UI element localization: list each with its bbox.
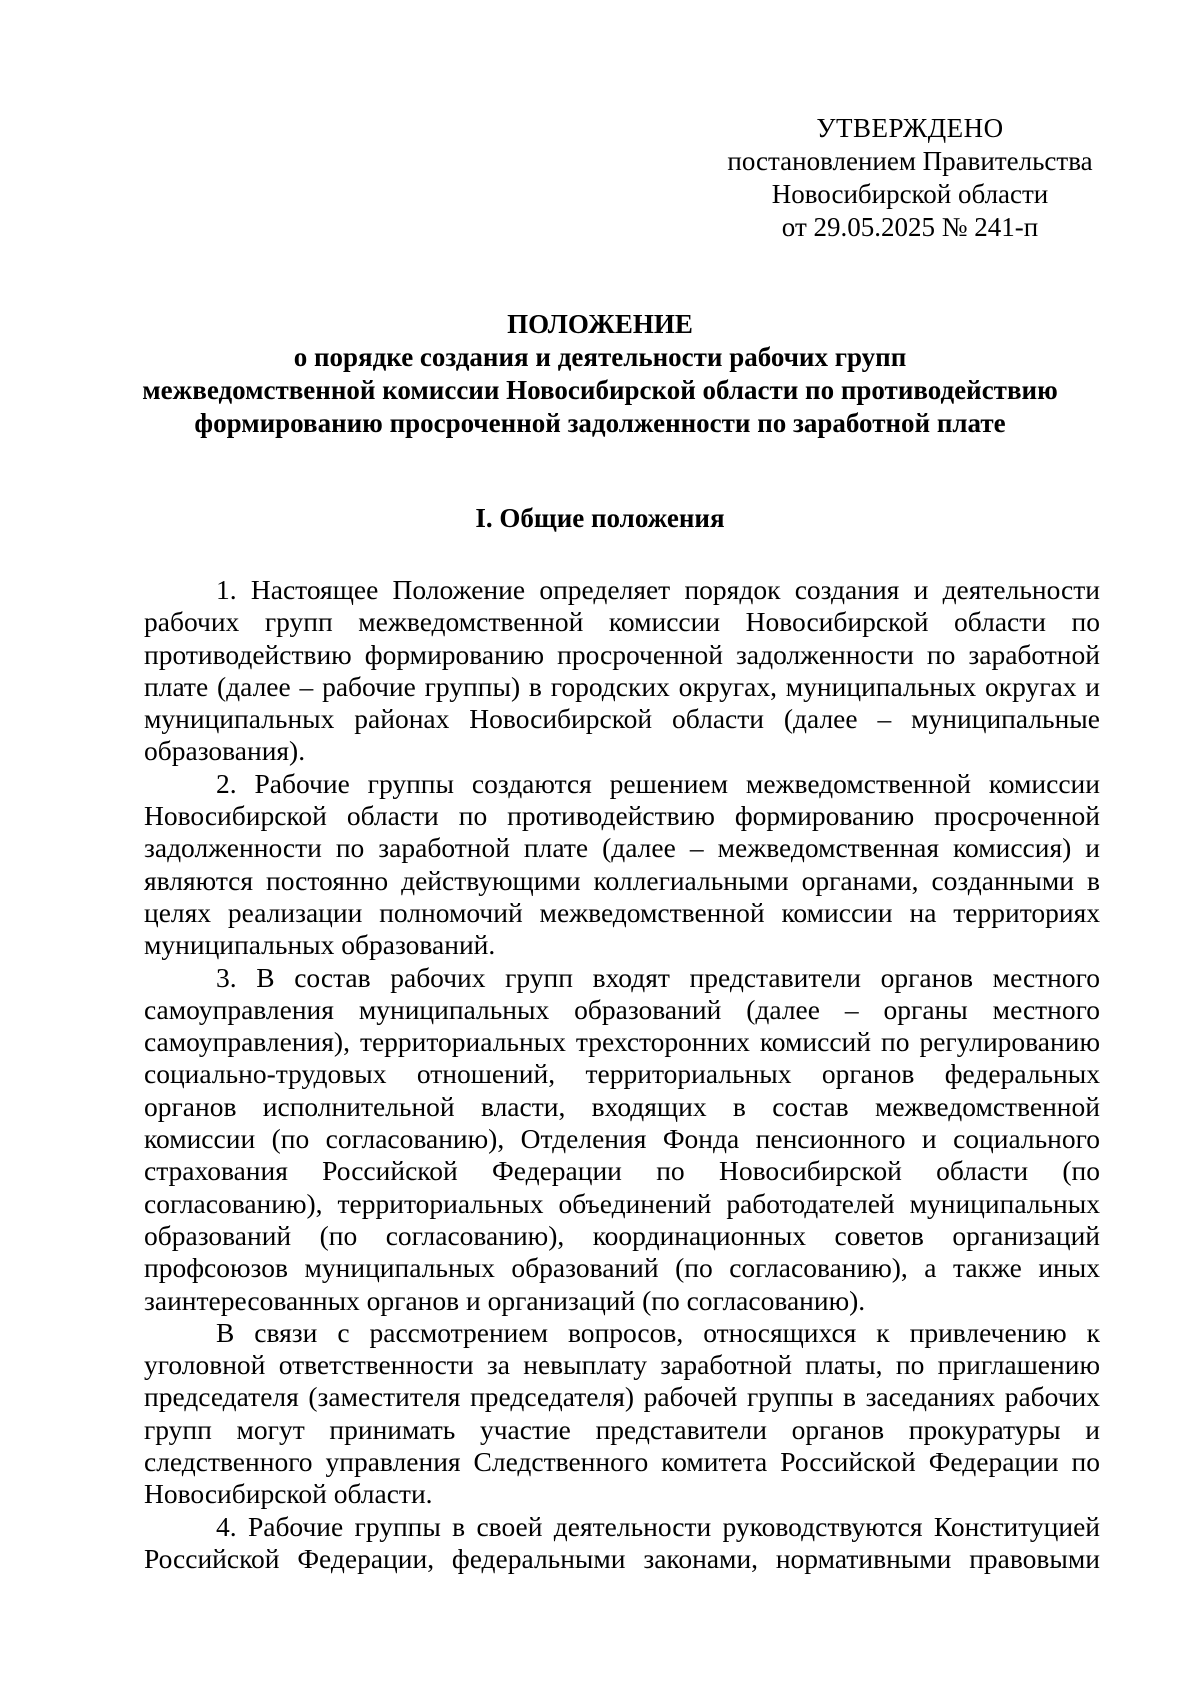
approval-line-1: постановлением Правительства: [727, 146, 1093, 176]
approval-stamp: [700, 112, 1120, 244]
approved-label: УТВЕРЖДЕНО: [816, 113, 1004, 143]
paragraph-3: 3. В состав рабочих групп входят представители органов местного самоуправления муниципальных образований (далее – органы местного самоуправления), территориальных трехсторонних комиссий по регулированию социально-трудовых отношений, территориальных органов федеральных органов исполнительной власти, входящих в состав межведомственной комиссии (по согласованию), Отделения Фонда пенсионного и социального страхования Российской Федерации по Новосибирской области (по согласованию), территориальных объединений работодателей муниципальных образований (по согласованию), координационных советов организаций профсоюзов муниципальных образований (по согласованию), а также иных заинтересованных органов и организаций (по согласованию).: [144, 961, 1100, 1316]
section-heading: I. Общие положения: [475, 503, 725, 533]
paragraph-1: 1. Настоящее Положение определяет порядок создания и деятельности рабочих групп межведомственной комиссии Новосибирской области по противодействию формированию просроченной задолженности по заработной плате (далее – рабочие группы) в городских округах, муниципальных округах и муниципальных районах Новосибирской области (далее – муниципальные образования).: [144, 574, 1100, 767]
paragraph-4: 4. Рабочие группы в своей деятельности руководствуются Конституцией Российской Федерации, федеральными законами, нормативными правовыми: [144, 1510, 1100, 1574]
paragraph-3-continuation: В связи с рассмотрением вопросов, относящихся к привлечению к уголовной ответственности за невыплату заработной платы, по приглашению председателя (заместителя председателя) рабочей группы в заседаниях рабочих групп могут принимать участие представители органов прокуратуры и следственного управления Следственного комитета Российской Федерации по Новосибирской области.: [144, 1316, 1100, 1510]
approval-line-2: Новосибирской области: [771, 179, 1049, 209]
document-title: [100, 308, 1100, 440]
title-heading: ПОЛОЖЕНИЕ: [507, 309, 693, 339]
document-body: [144, 574, 1100, 1575]
title-line-1: о порядке создания и деятельности рабочих групп: [293, 342, 907, 372]
title-line-3: формированию просроченной задолженности по заработной плате: [194, 408, 1006, 438]
title-line-2: межведомственной комиссии Новосибирской области по противодействию: [142, 375, 1058, 405]
paragraph-2: 2. Рабочие группы создаются решением межведомственной комиссии Новосибирской области по противодействию формированию просроченной задолженности по заработной плате (далее – межведомственная комиссия) и являются постоянно действующими коллегиальными органами, созданными в целях реализации полномочий межведомственной комиссии на территориях муниципальных образований.: [144, 767, 1100, 961]
approval-line-3: от 29.05.2025 № 241-п: [781, 212, 1039, 242]
